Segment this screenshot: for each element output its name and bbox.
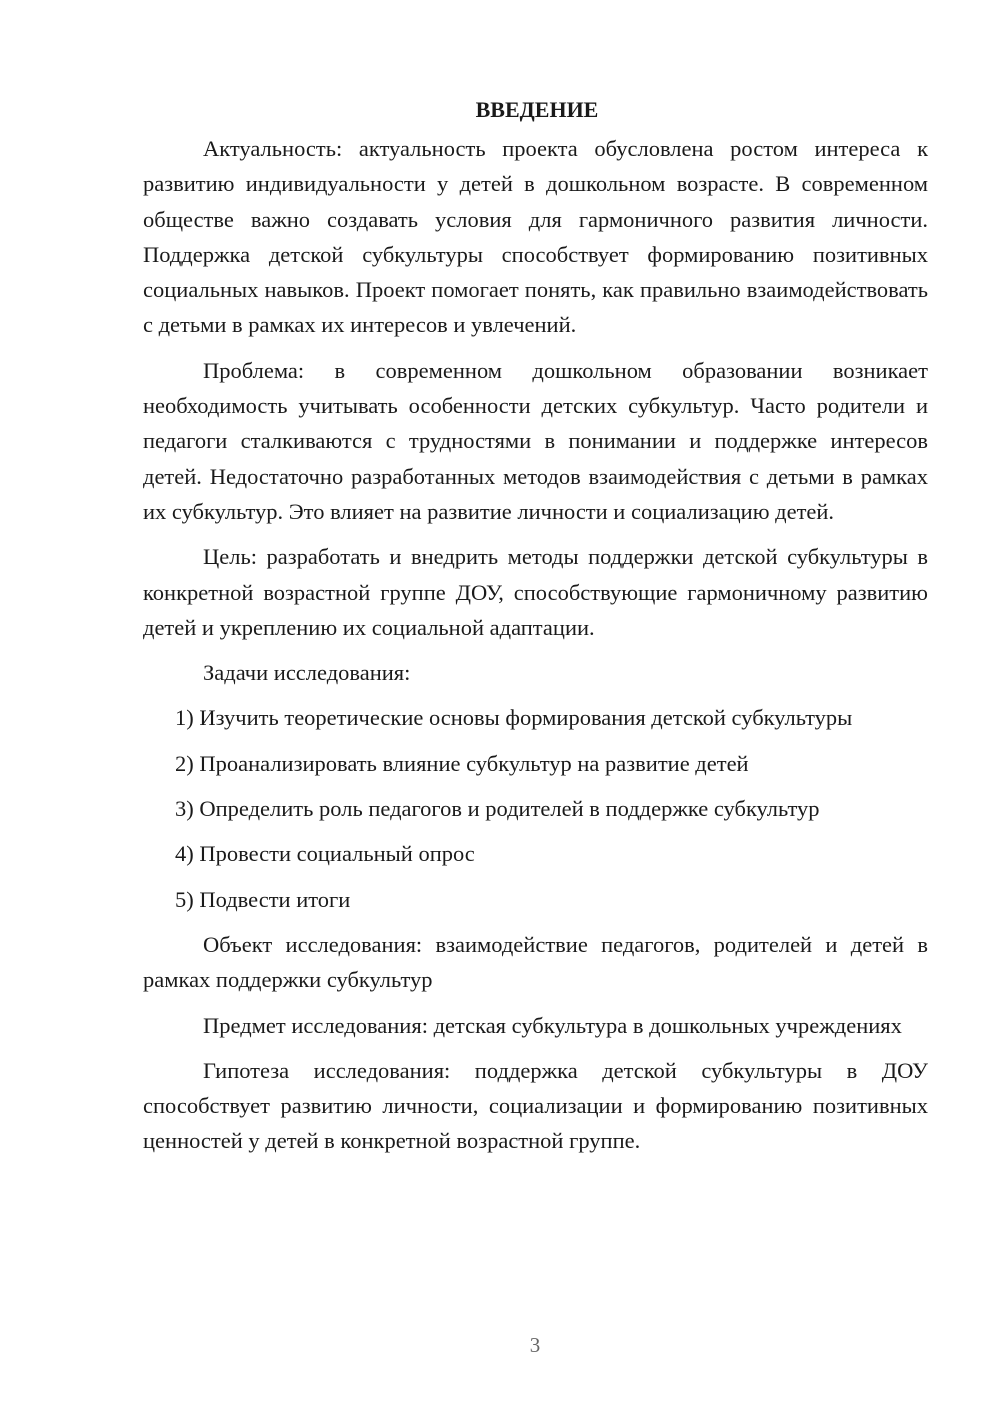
paragraph-subject: Предмет исследования: детская субкультура в дошкольных учреждениях: [203, 1012, 902, 1038]
paragraph-relevance: Актуальность: актуальность проекта обусловлена ростом интереса к развитию индивидуальности у детей в дошкольном возрасте. В современном обществе важно создавать условия для гармоничного развития личности. Поддержка детской субкультуры способствует формированию позитивных социальных навыков. Проект помогает понять, как правильно взаимодействовать с детьми в рамках их интересов и увлечений.: [143, 136, 928, 338]
paragraph-hypothesis: Гипотеза исследования: поддержка детской субкультуры в ДОУ способствует развитию личности, социализации и формированию позитивных ценностей у детей в конкретной возрастной группе.: [143, 1057, 928, 1154]
tasks-list: [143, 700, 928, 916]
paragraph-object: Объект исследования: взаимодействие педагогов, родителей и детей в рамках поддержки субкультур: [143, 931, 928, 993]
list-item: 3) Определить роль педагогов и родителей в поддержке субкультур: [175, 796, 820, 822]
list-item: 2) Проанализировать влияние субкультур на развитие детей: [175, 750, 749, 776]
paragraph-goal: Цель: разработать и внедрить методы поддержки детской субкультуры в конкретной возрастной группе ДОУ, способствующие гармоничному развитию детей и укреплению их социальной адаптации.: [143, 544, 928, 640]
paragraph-problem: Проблема: в современном дошкольном образовании возникает необходимость учитывать особенности детских субкультур. Часто родители и педагоги сталкиваются с трудностями в понимании и поддержке интересов детей. Недостаточно разработанных методов взаимодействия с детьми в рамках их субкультур. Это влияет на развитие личности и социализацию детей.: [143, 357, 928, 524]
page-number: 3: [529, 1333, 541, 1357]
page-content: [143, 92, 928, 1169]
tasks-label: Задачи исследования:: [203, 660, 411, 686]
list-item: 4) Провести социальный опрос: [175, 841, 475, 867]
list-item: 1) Изучить теоретические основы формирования детской субкультуры: [175, 705, 853, 731]
list-item: 5) Подвести итоги: [175, 886, 351, 912]
section-heading: ВВЕДЕНИЕ: [475, 97, 599, 122]
